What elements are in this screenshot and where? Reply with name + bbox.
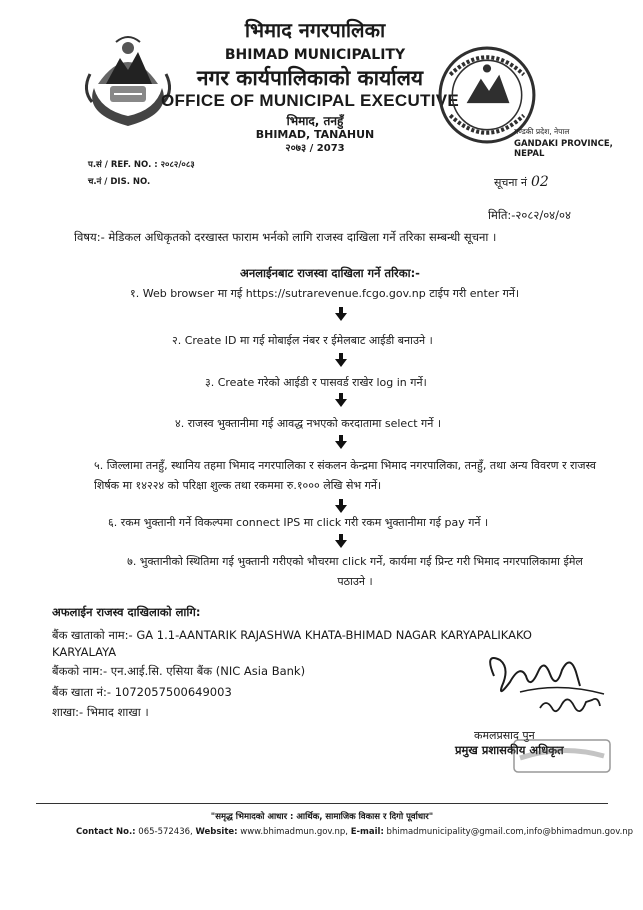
footer-divider bbox=[36, 803, 608, 804]
province-en: GANDAKI PROVINCE, NEPAL bbox=[514, 139, 613, 159]
office-name-en: OFFICE OF MUNICIPAL EXECUTIVE bbox=[160, 91, 460, 110]
location-en: BHIMAD, TANAHUN bbox=[255, 128, 375, 141]
location-np: भिमाद, तनहुँ bbox=[286, 114, 344, 128]
dispatch-number-label: च.नं / DIS. NO. bbox=[88, 177, 151, 187]
step-4: ४. राजस्व भुक्तानीमा गई आवद्ध नभएको करदातामा select गर्ने । bbox=[175, 417, 442, 430]
website-label: Website: bbox=[195, 827, 238, 837]
notice-label: सूचना नं bbox=[494, 176, 527, 189]
establishment-year: २०७३ / 2073 bbox=[285, 143, 345, 154]
step-2: २. Create ID मा गई मोबाईल नंबर र ईमेलबाट आईडी बनाउने । bbox=[172, 334, 433, 347]
office-name-np: नगर कार्यपालिकाको कार्यालय bbox=[196, 66, 424, 90]
province-np: गण्डकी प्रदेश, नेपाल bbox=[514, 127, 570, 136]
online-section-title: अनलाईनबाट राजस्वा दाखिला गर्ने तरिका:- bbox=[240, 266, 420, 280]
officer-title: प्रमुख प्रशासकीय अधिकृत bbox=[455, 743, 564, 757]
notice-value: 02 bbox=[530, 174, 549, 190]
municipality-name-np: भिमाद नगरपालिका bbox=[244, 18, 386, 42]
bank-branch: शाखा:- भिमाद शाखा । bbox=[52, 705, 149, 719]
email-label: E-mail: bbox=[350, 827, 384, 837]
signature-icon bbox=[480, 642, 610, 728]
bank-account-number: बैंक खाता नं:- 1072057500649003 bbox=[52, 685, 232, 699]
footer-contact bbox=[76, 827, 634, 837]
website-url[interactable]: www.bhimadmun.gov.np, bbox=[240, 827, 348, 837]
bank-name: बैंकको नाम:- एन.आई.सि. एसिया बैंक (NIC Asia Bank) bbox=[52, 664, 306, 678]
email-address[interactable]: bhimadmunicipality@gmail.com,info@bhimadmun.gov.np bbox=[386, 827, 634, 837]
officer-name: कमलप्रसाद पुन bbox=[474, 729, 535, 742]
arrow-down-icon bbox=[335, 353, 347, 367]
bank-account-name-cont: KARYALAYA bbox=[52, 645, 117, 659]
contact-phone: 065-572436, bbox=[138, 827, 193, 837]
step-1: १. Web browser मा गई https://sutrarevenue.fcgo.gov.np टाईप गरी enter गर्ने। bbox=[130, 287, 520, 300]
step-5: ५. जिल्लामा तनहुँ, स्थानिय तहमा भिमाद नगरपालिका र संकलन केन्द्रमा भिमाद नगरपालिका, तनहुँ, तथा अन्य विवरण र राजस्व शिर्षक मा १४२२४ को परिक्षा शुल्क तथा रकममा रु.१००० लेखि सेभ गर्ने। bbox=[94, 459, 596, 492]
arrow-down-icon bbox=[335, 534, 347, 548]
step-6: ६. रकम भुक्तानी गर्ने विकल्पमा connect IPS मा click गरी रकम भुक्तानीमा गई pay गर्ने । bbox=[108, 516, 489, 529]
subject-line: विषय:- मेडिकल अधिकृतको दरखास्त फाराम भर्नको लागि राजस्व दाखिला गर्ने तरिका सम्बन्धी सूचना । bbox=[74, 230, 497, 244]
arrow-down-icon bbox=[335, 393, 347, 407]
footer-motto: "समृद्ध भिमादको आधार : आर्थिक, सामाजिक विकास र दिगो पूर्वाधार" bbox=[210, 812, 434, 822]
municipality-name-en: BHIMAD MUNICIPALITY bbox=[224, 47, 406, 63]
arrow-down-icon bbox=[335, 435, 347, 449]
reference-number bbox=[88, 159, 195, 170]
step-7: ७. भुक्तानीको स्थितिमा गई भुक्तानी गरीएको भौचरमा click गर्ने, कार्यमा गई प्रिन्ट गरी भिमाद नगरपालिकामा ईमेल पठाउने । bbox=[127, 555, 583, 588]
officer-stamp-icon bbox=[512, 736, 612, 776]
arrow-down-icon bbox=[335, 499, 347, 513]
bank-account-name: बैंक खाताको नाम:- GA 1.1-AANTARIK RAJASHWA KHATA-BHIMAD NAGAR KARYAPALIKAKO bbox=[52, 628, 532, 642]
notice-number bbox=[494, 174, 549, 190]
ref-label: प.सं / REF. NO. : bbox=[88, 160, 158, 170]
ref-value: २०८२/०८३ bbox=[160, 160, 195, 170]
offline-section-title: अफलाईन राजस्व दाखिलाको लागि: bbox=[52, 605, 201, 619]
step-3: ३. Create गरेको आईडी र पासवर्ड राखेर log in गर्ने। bbox=[205, 376, 427, 389]
arrow-down-icon bbox=[335, 307, 347, 321]
contact-label: Contact No.: bbox=[76, 827, 136, 837]
notice-date: मिति:-२०८२/०४/०४ bbox=[488, 208, 572, 222]
